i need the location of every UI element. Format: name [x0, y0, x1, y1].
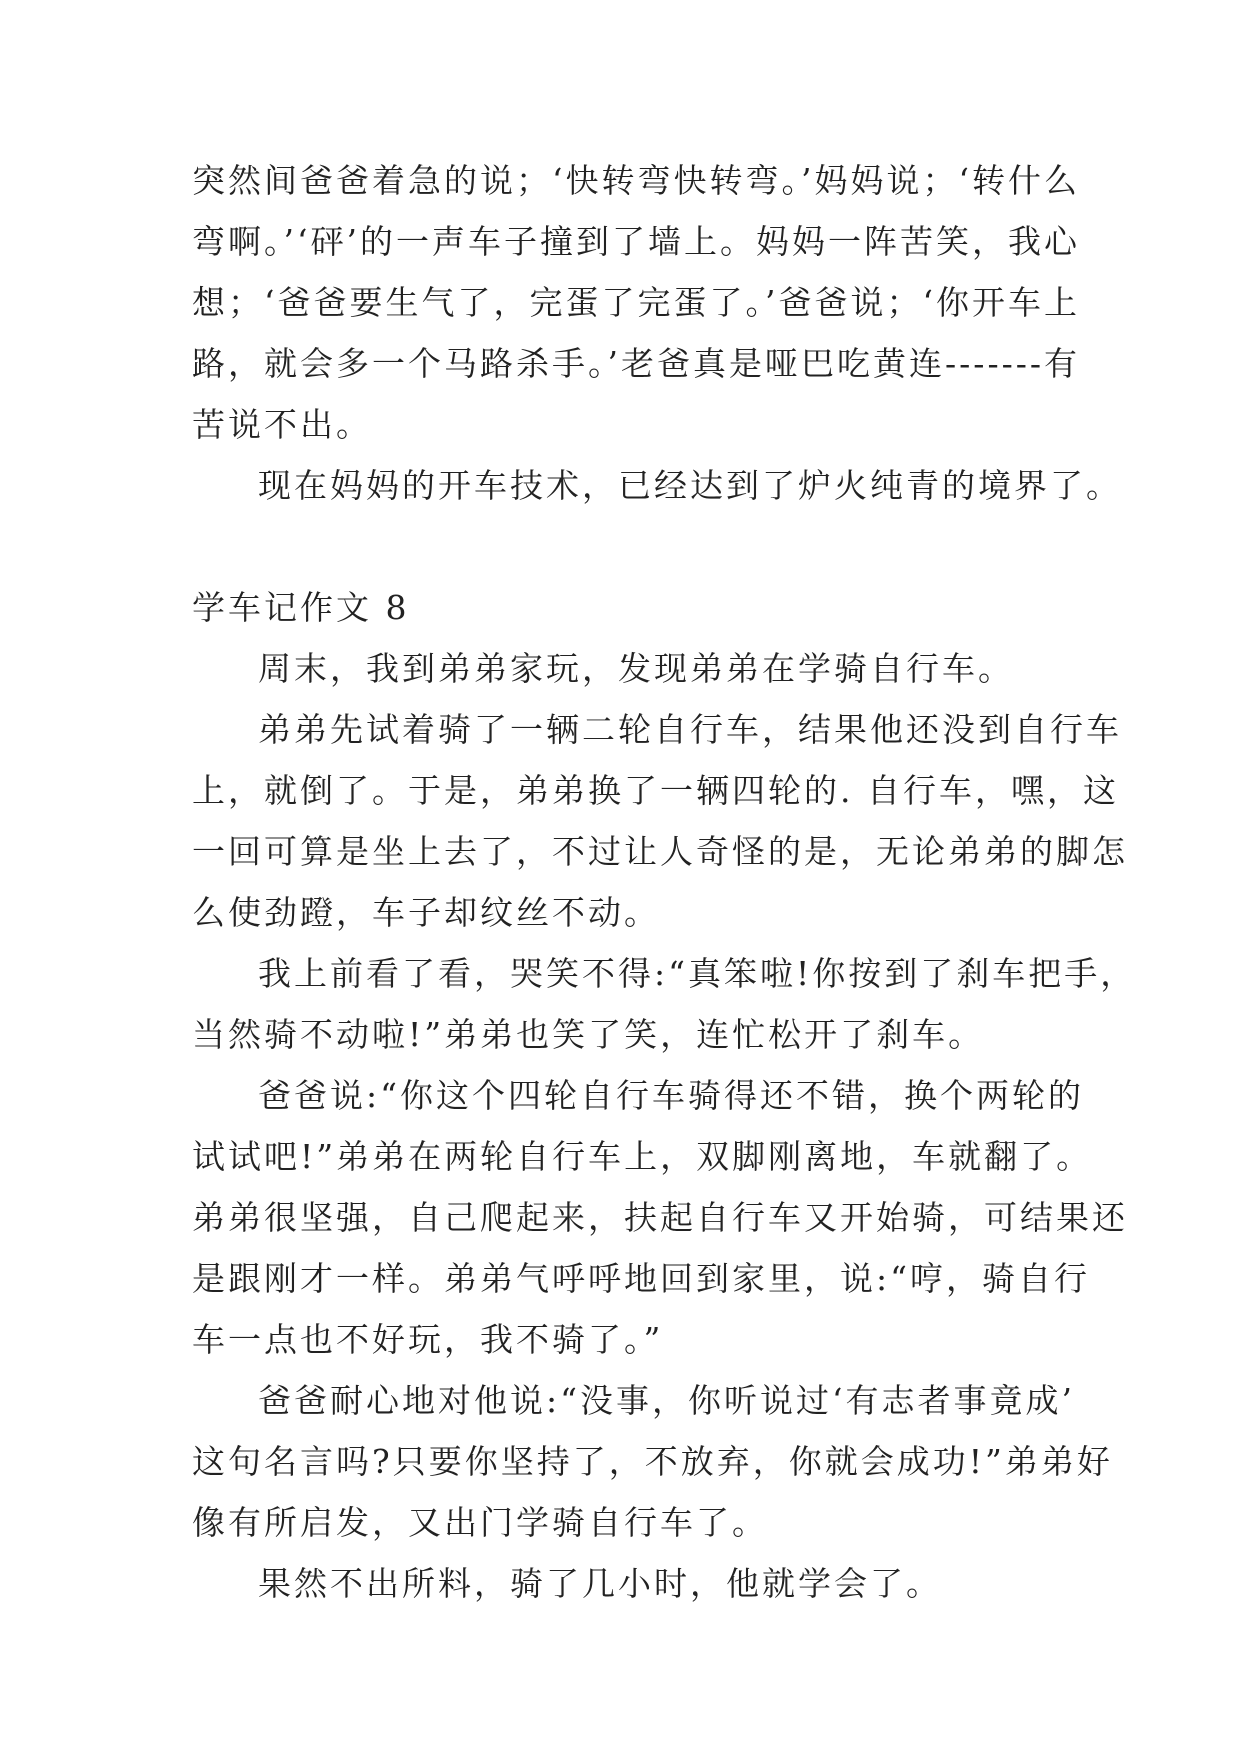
document-body	[192, 150, 1137, 1614]
text-line: 爸爸耐心地对他说:“没事，你听说过‘有志者事竟成’	[258, 1381, 1075, 1420]
paragraph	[192, 638, 1072, 699]
paragraph	[192, 150, 1081, 455]
text-line: 当然骑不动啦!”弟弟也笑了笑，连忙松开了刹车。	[192, 1015, 985, 1054]
text-line: 想；‘爸爸要生气了，完蛋了完蛋了。’爸爸说；‘你开车上	[192, 283, 1080, 322]
text-line: 试试吧!”弟弟在两轮自行车上，双脚刚离地，车就翻了。	[192, 1137, 1093, 1176]
text-line: 这句名言吗?只要你坚持了，不放弃，你就会成功!”弟弟好	[192, 1442, 1113, 1481]
text-line: 车一点也不好玩，我不骑了。”	[192, 1320, 664, 1359]
section-heading: 学车记作文 8	[192, 588, 410, 627]
paragraph	[192, 699, 1128, 943]
text-line: 我上前看了看，哭笑不得:“真笨啦!你按到了刹车把手，	[258, 954, 1137, 993]
text-line: 上，就倒了。于是，弟弟换了一辆四轮的. 自行车，嘿，这	[192, 771, 1119, 810]
paragraph	[192, 1065, 1128, 1370]
text-line: 现在妈妈的开车技术，已经达到了炉火纯青的境界了。	[258, 466, 1122, 505]
text-line: 是跟刚才一样。弟弟气呼呼地回到家里，说:“哼，骑自行	[192, 1259, 1090, 1298]
section-spacer	[192, 516, 1072, 577]
text-line: 一回可算是坐上去了，不过让人奇怪的是，无论弟弟的脚怎	[192, 832, 1128, 871]
text-line: 果然不出所料，骑了几小时，他就学会了。	[258, 1564, 942, 1603]
paragraph	[192, 1370, 1113, 1553]
text-line: 弯啊。’‘砰’的一声车子撞到了墙上。妈妈一阵苦笑，我心	[192, 222, 1080, 261]
paragraph	[192, 1553, 1072, 1614]
text-line: 弟弟先试着骑了一辆二轮自行车，结果他还没到自行车	[258, 710, 1122, 749]
paragraph	[192, 943, 1137, 1065]
paragraph	[192, 455, 1122, 516]
text-line: 路，就会多一个马路杀手。’老爸真是哑巴吃黄连-------有	[192, 344, 1081, 383]
text-line: 么使劲蹬，车子却纹丝不动。	[192, 893, 660, 932]
text-line: 周末，我到弟弟家玩，发现弟弟在学骑自行车。	[258, 649, 1014, 688]
text-line: 突然间爸爸着急的说；‘快转弯快转弯。’妈妈说；‘转什么	[192, 161, 1080, 200]
text-line: 像有所启发，又出门学骑自行车了。	[192, 1503, 768, 1542]
text-line: 弟弟很坚强，自己爬起来，扶起自行车又开始骑，可结果还	[192, 1198, 1128, 1237]
text-line: 苦说不出。	[192, 405, 372, 444]
text-line: 爸爸说:“你这个四轮自行车骑得还不错，换个两轮的	[258, 1076, 1084, 1115]
